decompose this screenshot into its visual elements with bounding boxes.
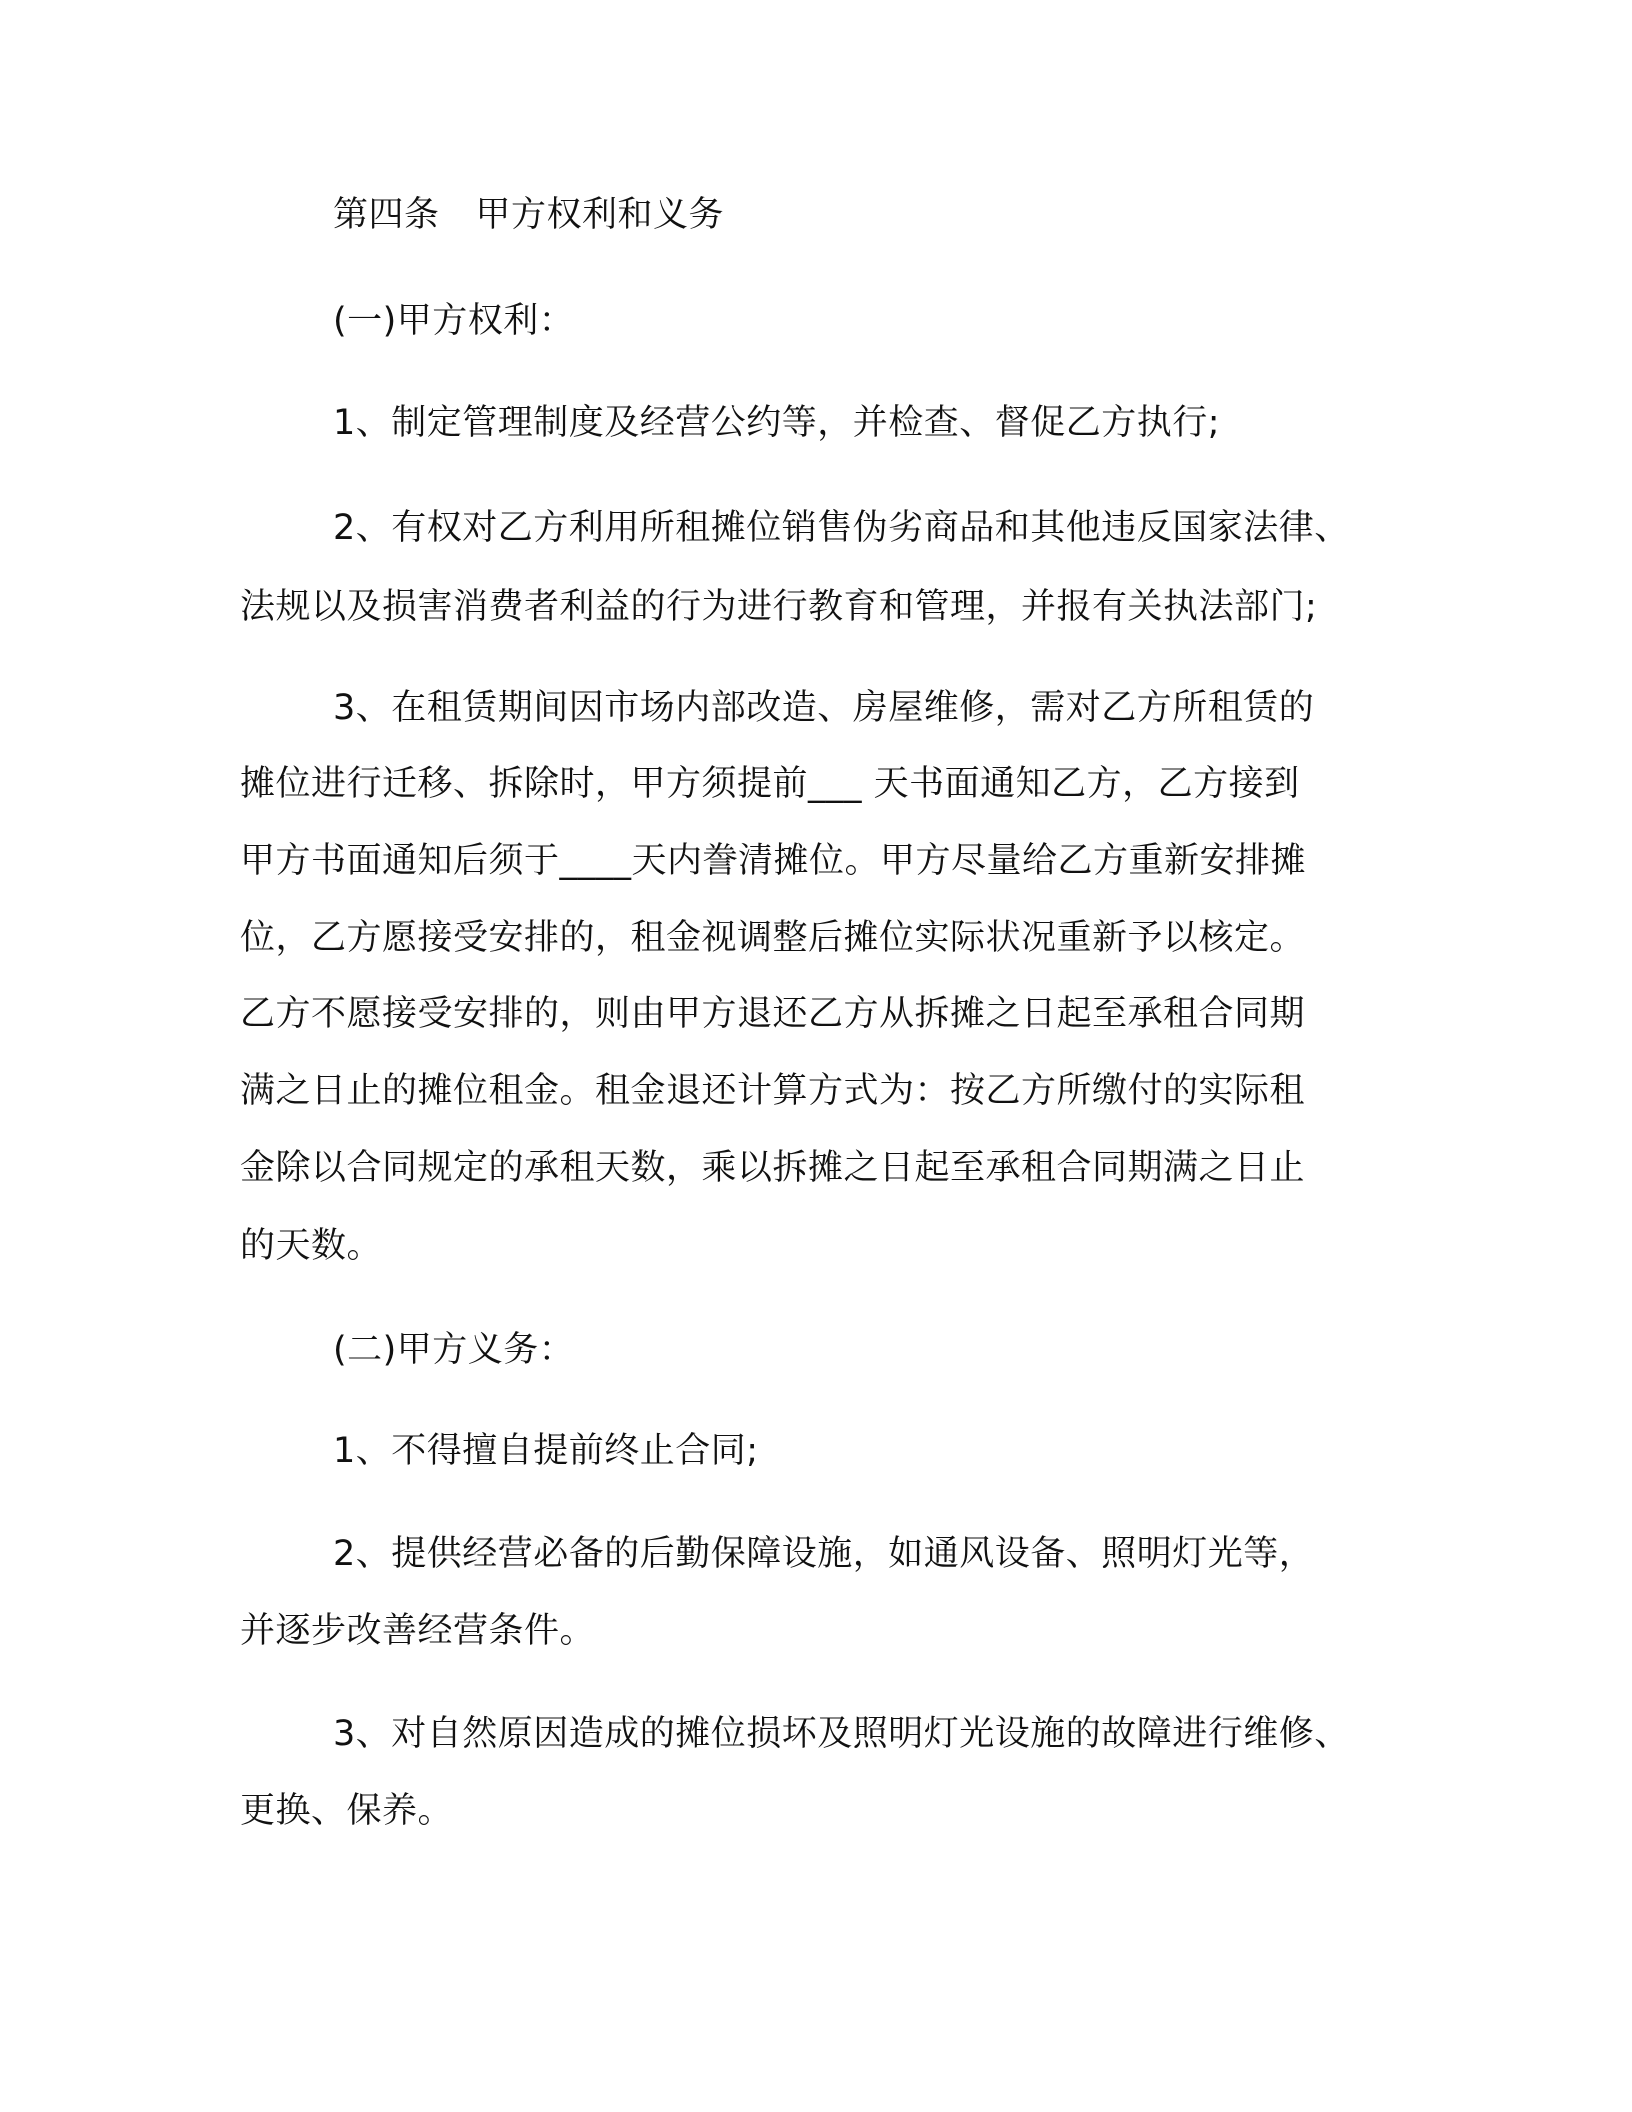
rights-item-3-line-4: 位，乙方愿接受安排的，租金视调整后摊位实际状况重新予以核定。 (240, 918, 1306, 958)
obligations-heading: (二)甲方义务： (333, 1330, 575, 1370)
rights-item-2-line-1: 2、有权对乙方利用所租摊位销售伪劣商品和其他违反国家法律、 (333, 508, 1350, 548)
rights-item-3-line-8: 的天数。 (240, 1226, 383, 1266)
rights-item-3-line-6: 满之日止的摊位租金。租金退还计算方式为：按乙方所缴付的实际租 (240, 1071, 1306, 1111)
obligations-item-1: 1、不得擅自提前终止合同; (333, 1431, 759, 1471)
rights-item-3-line-2: 摊位进行迁移、拆除时，甲方须提前___ 天书面通知乙方，乙方接到 (240, 764, 1300, 804)
article-title: 甲方权利和义务 (475, 195, 725, 235)
obligations-item-3-line-2: 更换、保养。 (240, 1791, 454, 1831)
obligations-item-3-line-1: 3、对自然原因造成的摊位损坏及照明灯光设施的故障进行维修、 (333, 1714, 1350, 1754)
rights-item-3-line-5: 乙方不愿接受安排的，则由甲方退还乙方从拆摊之日起至承租合同期 (240, 994, 1306, 1034)
rights-item-1: 1、制定管理制度及经营公约等，并检查、督促乙方执行; (333, 403, 1221, 443)
rights-item-3-line-3: 甲方书面通知后须于____天内誊清摊位。甲方尽量给乙方重新安排摊 (240, 841, 1307, 881)
rights-item-3-line-1: 3、在租赁期间因市场内部改造、房屋维修，需对乙方所租赁的 (333, 688, 1315, 728)
obligations-item-2-line-2: 并逐步改善经营条件。 (240, 1611, 596, 1651)
rights-item-2-line-2: 法规以及损害消费者利益的行为进行教育和管理，并报有关执法部门; (240, 587, 1318, 627)
rights-heading: (一)甲方权利： (333, 301, 575, 341)
article-number: 第四条 (333, 195, 440, 235)
rights-item-3-line-7: 金除以合同规定的承租天数，乘以拆摊之日起至承租合同期满之日止 (240, 1148, 1306, 1188)
article-heading (333, 193, 724, 237)
obligations-item-2-line-1: 2、提供经营必备的后勤保障设施，如通风设备、照明灯光等， (333, 1534, 1315, 1574)
